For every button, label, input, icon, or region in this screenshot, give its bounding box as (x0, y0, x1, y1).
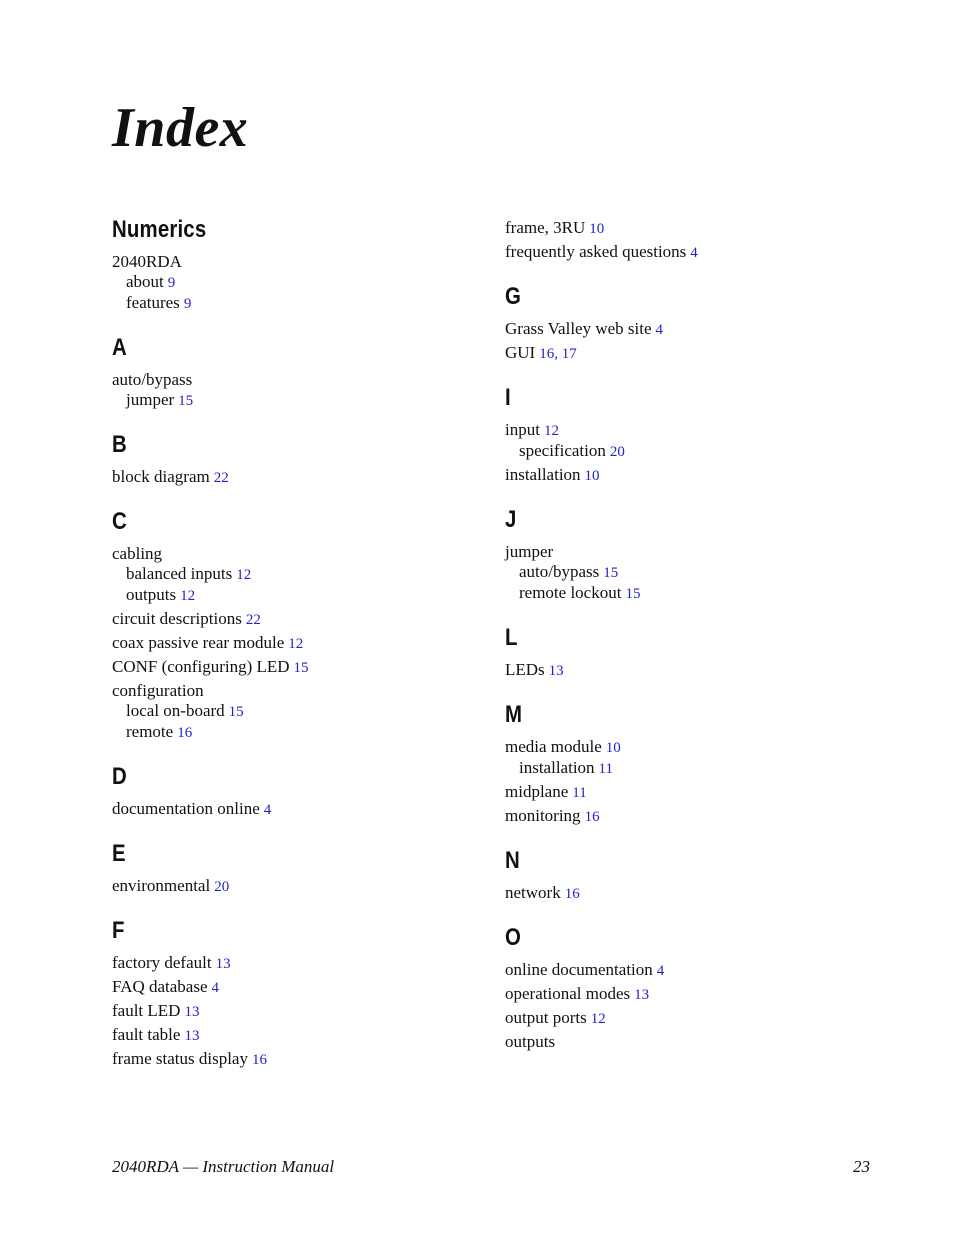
index-subentry (505, 758, 865, 779)
index-term: documentation online (112, 799, 260, 818)
index-term: GUI (505, 343, 536, 362)
index-column-left (112, 216, 472, 1090)
index-subterm: remote (126, 722, 174, 741)
index-subterm: remote lockout (519, 583, 622, 602)
index-term: Grass Valley web site (505, 319, 652, 338)
page-reference-link[interactable]: 20 (609, 444, 625, 460)
index-subterm: auto/bypass (519, 562, 600, 581)
index-entry (112, 633, 472, 654)
index-section (505, 624, 865, 681)
index-section (505, 506, 865, 604)
index-subentry (112, 564, 472, 585)
index-subentry (505, 441, 865, 462)
index-entry (505, 960, 865, 981)
index-term: FAQ database (112, 977, 208, 996)
index-entry (112, 544, 472, 606)
page-reference-link[interactable]: 15 (603, 565, 619, 581)
index-entry (112, 1001, 472, 1022)
index-section (505, 283, 865, 364)
index-subterm: jumper (126, 390, 175, 409)
index-term: online documentation (505, 960, 653, 979)
page-reference-link[interactable]: 11 (598, 761, 613, 777)
page-reference-link[interactable]: 22 (213, 470, 229, 486)
index-term: frame, 3RU (505, 218, 586, 237)
page-reference-link[interactable]: 16 (177, 725, 193, 741)
index-entry (505, 420, 865, 462)
page-reference-link[interactable]: 11 (572, 785, 587, 801)
index-section (505, 384, 865, 486)
page-reference-link[interactable]: 10 (589, 221, 605, 237)
index-entry (505, 319, 865, 340)
index-subentry (112, 701, 472, 722)
section-letter-heading: N (505, 847, 520, 874)
index-subentry (505, 562, 865, 583)
section-letter-heading: Numerics (112, 216, 207, 243)
index-term: midplane (505, 782, 569, 801)
section-letter-heading: O (505, 924, 522, 951)
index-column-right (505, 218, 865, 1072)
index-term: auto/bypass (112, 370, 193, 389)
index-term: monitoring (505, 806, 581, 825)
index-entry (112, 953, 472, 974)
section-letter-heading: F (112, 917, 125, 944)
index-section (112, 508, 472, 743)
section-letter-heading: L (505, 624, 518, 651)
index-subentry (112, 722, 472, 743)
page-reference-link[interactable]: 16 (251, 1052, 267, 1068)
index-subterm: features (126, 293, 180, 312)
index-entry (505, 465, 865, 486)
index-entry (505, 660, 865, 681)
index-section (112, 840, 472, 897)
index-section (505, 218, 865, 263)
index-subterm: about (126, 272, 164, 291)
index-entry (505, 1008, 865, 1029)
index-term: jumper (505, 542, 554, 561)
index-section (505, 924, 865, 1052)
index-term: environmental (112, 876, 211, 895)
section-letter-heading: D (112, 763, 127, 790)
index-section (505, 847, 865, 904)
index-section (112, 917, 472, 1070)
page-reference-link[interactable]: 12 (180, 588, 196, 604)
footer-manual-title: 2040RDA — Instruction Manual (112, 1157, 335, 1176)
page-reference-link[interactable]: 12 (236, 567, 252, 583)
index-term: frame status display (112, 1049, 248, 1068)
section-letter-heading: A (112, 334, 127, 361)
index-term: output ports (505, 1008, 587, 1027)
page-reference-link[interactable]: 4 (655, 322, 664, 338)
index-entry (112, 681, 472, 743)
index-term: fault LED (112, 1001, 181, 1020)
section-letter-heading: B (112, 431, 127, 458)
page-reference-link[interactable]: 9 (183, 296, 192, 312)
index-entry (505, 984, 865, 1005)
index-entry (112, 977, 472, 998)
index-term: CONF (configuring) LED (112, 657, 290, 676)
index-entry (112, 252, 472, 314)
index-entry (112, 876, 472, 897)
index-subentry (112, 293, 472, 314)
index-entry (112, 609, 472, 630)
index-term: input (505, 420, 540, 439)
page-reference-link[interactable]: 4 (263, 802, 272, 818)
page-reference-link[interactable]: 12 (288, 636, 304, 652)
index-term: network (505, 883, 561, 902)
page-reference-link[interactable]: 16, 17 (539, 346, 577, 362)
index-subterm: specification (519, 441, 606, 460)
index-subterm: balanced inputs (126, 564, 233, 583)
index-entry (505, 806, 865, 827)
index-entry (505, 542, 865, 604)
page-reference-link[interactable]: 13 (184, 1028, 200, 1044)
index-section (112, 216, 472, 314)
section-letter-heading: J (505, 506, 517, 533)
page-reference-link[interactable]: 13 (184, 1004, 200, 1020)
page-reference-link[interactable]: 15 (625, 586, 641, 602)
page-reference-link[interactable]: 10 (584, 468, 600, 484)
index-subentry (505, 583, 865, 604)
index-section (112, 431, 472, 488)
page-reference-link[interactable]: 22 (245, 612, 261, 628)
index-entry (112, 1049, 472, 1070)
page-reference-link[interactable]: 9 (167, 275, 176, 291)
page-reference-link[interactable]: 4 (656, 963, 665, 979)
section-letter-heading: G (505, 283, 522, 310)
index-term: block diagram (112, 467, 210, 486)
page-reference-link[interactable]: 16 (584, 809, 600, 825)
footer-page-number: 23 (853, 1157, 870, 1176)
index-entry (505, 1032, 865, 1052)
page-reference-link[interactable]: 15 (178, 393, 194, 409)
index-term: LEDs (505, 660, 545, 679)
section-letter-heading: E (112, 840, 126, 867)
index-subentry (112, 585, 472, 606)
index-term: configuration (112, 681, 204, 700)
index-section (112, 763, 472, 820)
index-subterm: outputs (126, 585, 177, 604)
index-entry (505, 242, 865, 263)
index-section (505, 701, 865, 827)
index-entry (505, 343, 865, 364)
page-reference-link[interactable]: 13 (548, 663, 564, 679)
index-term: circuit descriptions (112, 609, 242, 628)
index-term: coax passive rear module (112, 633, 285, 652)
section-letter-heading: C (112, 508, 127, 535)
index-term: installation (505, 465, 581, 484)
page-title: Index (112, 97, 249, 159)
page-reference-link[interactable]: 12 (543, 423, 559, 439)
page-reference-link[interactable]: 15 (228, 704, 244, 720)
section-letter-heading: I (505, 384, 511, 411)
index-subentry (112, 390, 472, 411)
index-entry (505, 737, 865, 779)
index-entry (112, 799, 472, 820)
index-entry (112, 1025, 472, 1046)
index-entry (505, 782, 865, 803)
index-term: factory default (112, 953, 212, 972)
index-term: fault table (112, 1025, 181, 1044)
index-term: 2040RDA (112, 252, 182, 271)
index-term: operational modes (505, 984, 631, 1003)
page-reference-link[interactable]: 20 (214, 879, 230, 895)
index-entry (505, 218, 865, 239)
index-subentry (112, 272, 472, 293)
index-term: outputs (505, 1032, 556, 1051)
index-subterm: local on-board (126, 701, 225, 720)
index-term: media module (505, 737, 602, 756)
index-entry (112, 467, 472, 488)
page-reference-link[interactable]: 13 (215, 956, 231, 972)
index-entry (505, 883, 865, 904)
page-reference-link[interactable]: 15 (293, 660, 309, 676)
page-reference-link[interactable]: 4 (690, 245, 698, 261)
index-entry (112, 657, 472, 678)
page-reference-link[interactable]: 10 (605, 740, 621, 756)
page-reference-link[interactable]: 12 (590, 1011, 606, 1027)
page-reference-link[interactable]: 4 (211, 980, 220, 996)
index-subterm: installation (519, 758, 595, 777)
index-section (112, 334, 472, 411)
index-term: cabling (112, 544, 163, 563)
index-term: frequently asked questions (505, 242, 687, 261)
page-reference-link[interactable]: 16 (564, 886, 580, 902)
index-entry (112, 370, 472, 411)
section-letter-heading: M (505, 701, 523, 728)
page-reference-link[interactable]: 13 (634, 987, 650, 1003)
